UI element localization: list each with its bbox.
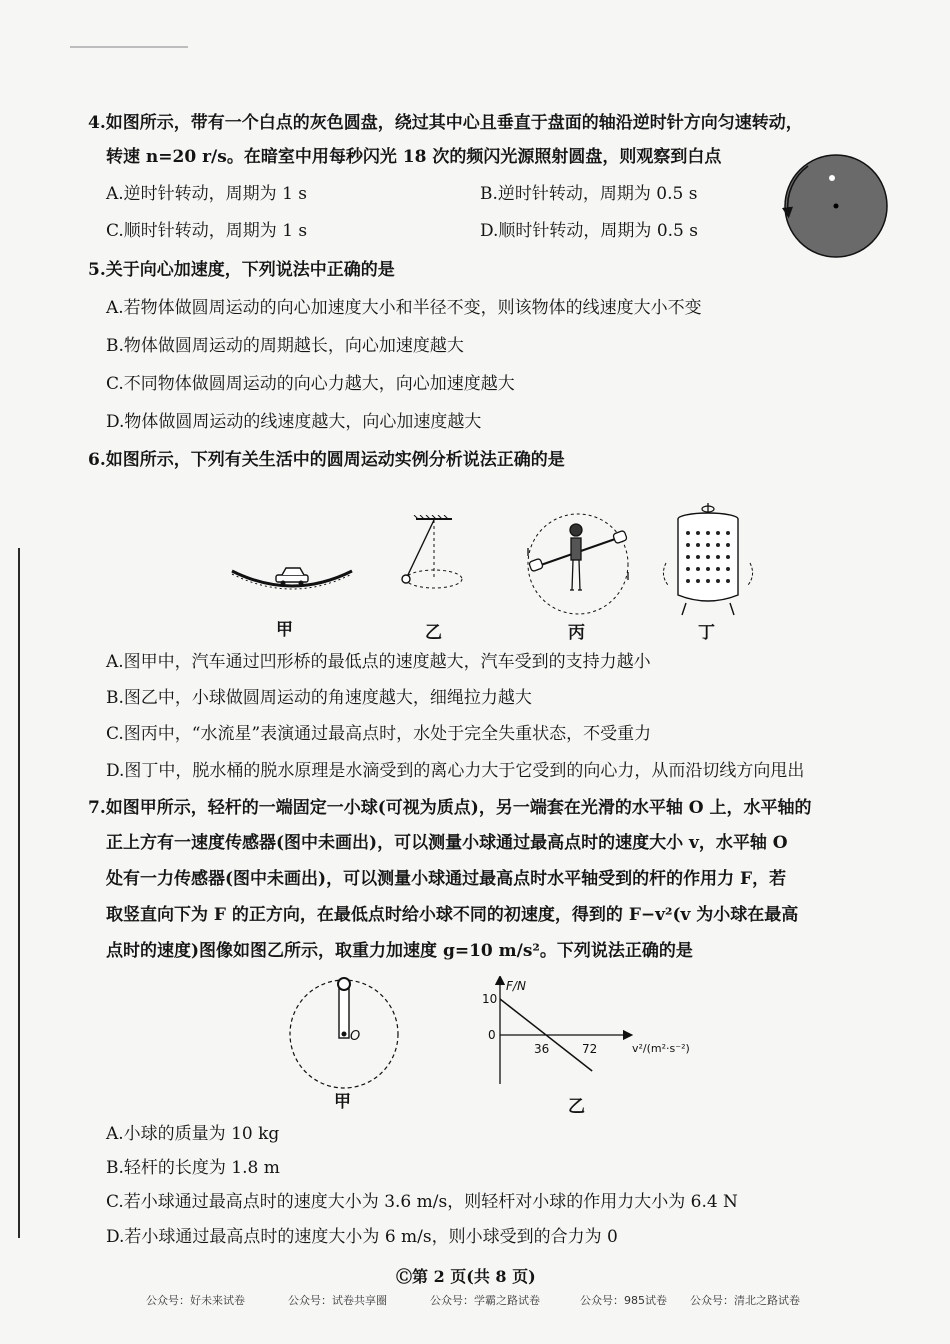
q5-stem: 5.关于向心加速度，下列说法中正确的是 — [88, 260, 395, 280]
figure-rod-ball — [286, 976, 410, 1092]
footer-credit: 公众号：好未来试卷 — [146, 1294, 245, 1307]
q6-option-a: A.图甲中，汽车通过凹形桥的最低点的速度越大，汽车受到的支持力越小 — [106, 652, 651, 672]
q7-stem-1: 7.如图甲所示，轻杆的一端固定一小球(可视为质点)，另一端套在光滑的水平轴 O 上，水平轴的 — [88, 798, 812, 818]
q7-option-b: B.轻杆的长度为 1.8 m — [106, 1158, 280, 1178]
q7-option-a: A.小球的质量为 10 kg — [106, 1124, 280, 1144]
figure-label-ding: 丁 — [698, 623, 715, 643]
white-dot — [829, 175, 835, 181]
footer-credit: 公众号：清北之路试卷 — [690, 1294, 800, 1307]
light-rod — [339, 986, 349, 1038]
performer-icon — [570, 524, 582, 590]
footer-credit: 公众号：试卷共享圈 — [288, 1294, 387, 1307]
x-tick-label-72: 72 — [582, 1042, 598, 1056]
figure-label-jia: 甲 — [276, 620, 293, 640]
q4-option-a: A.逆时针转动，周期为 1 s — [106, 184, 308, 204]
scan-mark — [70, 46, 188, 48]
q4-option-d: D.顺时针转动，周期为 0.5 s — [480, 221, 698, 241]
pivot-axis — [342, 1032, 347, 1037]
center-dot — [834, 204, 839, 209]
figure-concave-bridge — [228, 555, 356, 595]
q7-stem-3: 处有一力传感器(图中未画出)，可以测量小球通过最高点时水平轴受到的杆的作用力 F，若 — [106, 869, 787, 889]
figure-label-jia-q7: 甲 — [334, 1092, 351, 1112]
y-tick-label-0: 0 — [488, 1028, 496, 1042]
q6-option-c: C.图丙中，“水流星”表演通过最高点时，水处于完全失重状态，不受重力 — [106, 724, 652, 744]
y-axis-label: F/N — [506, 979, 526, 993]
x-tick-label-36: 36 — [534, 1042, 550, 1056]
q5-option-b: B.物体做圆周运动的周期越长，向心加速度越大 — [106, 336, 464, 356]
q6-option-b: B.图乙中，小球做圆周运动的角速度越大，细绳拉力越大 — [106, 688, 532, 708]
q7-stem-4: 取竖直向下为 F 的正方向，在最低点时给小球不同的初速度，得到的 F−v²(v 为小球在最高 — [106, 905, 799, 925]
footer-credit: 公众号：985试卷 — [580, 1294, 667, 1307]
q5-option-d: D.物体做圆周运动的线速度越大，向心加速度越大 — [106, 412, 482, 432]
rotating-disc-figure — [778, 148, 890, 260]
y-tick-label-10: 10 — [482, 992, 498, 1006]
fv-graph — [460, 976, 710, 1086]
pendulum-ball — [402, 575, 410, 583]
q4-option-c: C.顺时针转动，周期为 1 s — [106, 221, 308, 241]
figure-label-yi: 乙 — [425, 623, 442, 643]
q4-stem-2: 转速 n=20 r/s。在暗室中用每秒闪光 18 次的频闪光源照射圆盘，则观察到白点 — [106, 147, 722, 167]
q7-option-d: D.若小球通过最高点时的速度大小为 6 m/s，则小球受到的合力为 0 — [106, 1227, 618, 1247]
x-axis-label: v²/(m²·s⁻²) — [632, 1042, 690, 1055]
car-icon — [276, 568, 308, 586]
q4-option-b: B.逆时针转动，周期为 0.5 s — [480, 184, 698, 204]
scan-margin-line — [18, 548, 20, 1238]
figure-water-meteor — [522, 508, 634, 620]
small-ball — [338, 978, 350, 990]
q5-option-a: A.若物体做圆周运动的向心加速度大小和半径不变，则该物体的线速度大小不变 — [106, 298, 702, 318]
pivot-label: O — [350, 1029, 361, 1044]
figure-spin-dryer — [658, 503, 758, 618]
q4-stem-1: 4.如图所示，带有一个白点的灰色圆盘，绕过其中心且垂直于盘面的轴沿逆时针方向匀速转动， — [88, 113, 803, 133]
page-number: Ⓒ第 2 页(共 8 页) — [396, 1267, 536, 1286]
q7-stem-2: 正上方有一速度传感器(图中未画出)，可以测量小球通过最高点时的速度大小 v，水平轴 O — [106, 833, 788, 853]
q7-stem-5: 点时的速度)图像如图乙所示，取重力加速度 g=10 m/s²。下列说法正确的是 — [106, 941, 693, 961]
footer-credit: 公众号：学霸之路试卷 — [430, 1294, 540, 1307]
q5-option-c: C.不同物体做圆周运动的向心力越大，向心加速度越大 — [106, 374, 515, 394]
q6-option-d: D.图丁中，脱水桶的脱水原理是水滴受到的离心力大于它受到的向心力，从而沿切线方向甩出 — [106, 761, 805, 781]
q6-stem: 6.如图所示，下列有关生活中的圆周运动实例分析说法正确的是 — [88, 450, 565, 470]
figure-label-bing: 丙 — [568, 623, 585, 643]
figure-label-yi-q7: 乙 — [568, 1097, 585, 1117]
figure-conical-pendulum — [392, 515, 476, 615]
q7-option-c: C.若小球通过最高点时的速度大小为 3.6 m/s，则轻杆对小球的作用力大小为 6.4 N — [106, 1192, 738, 1212]
